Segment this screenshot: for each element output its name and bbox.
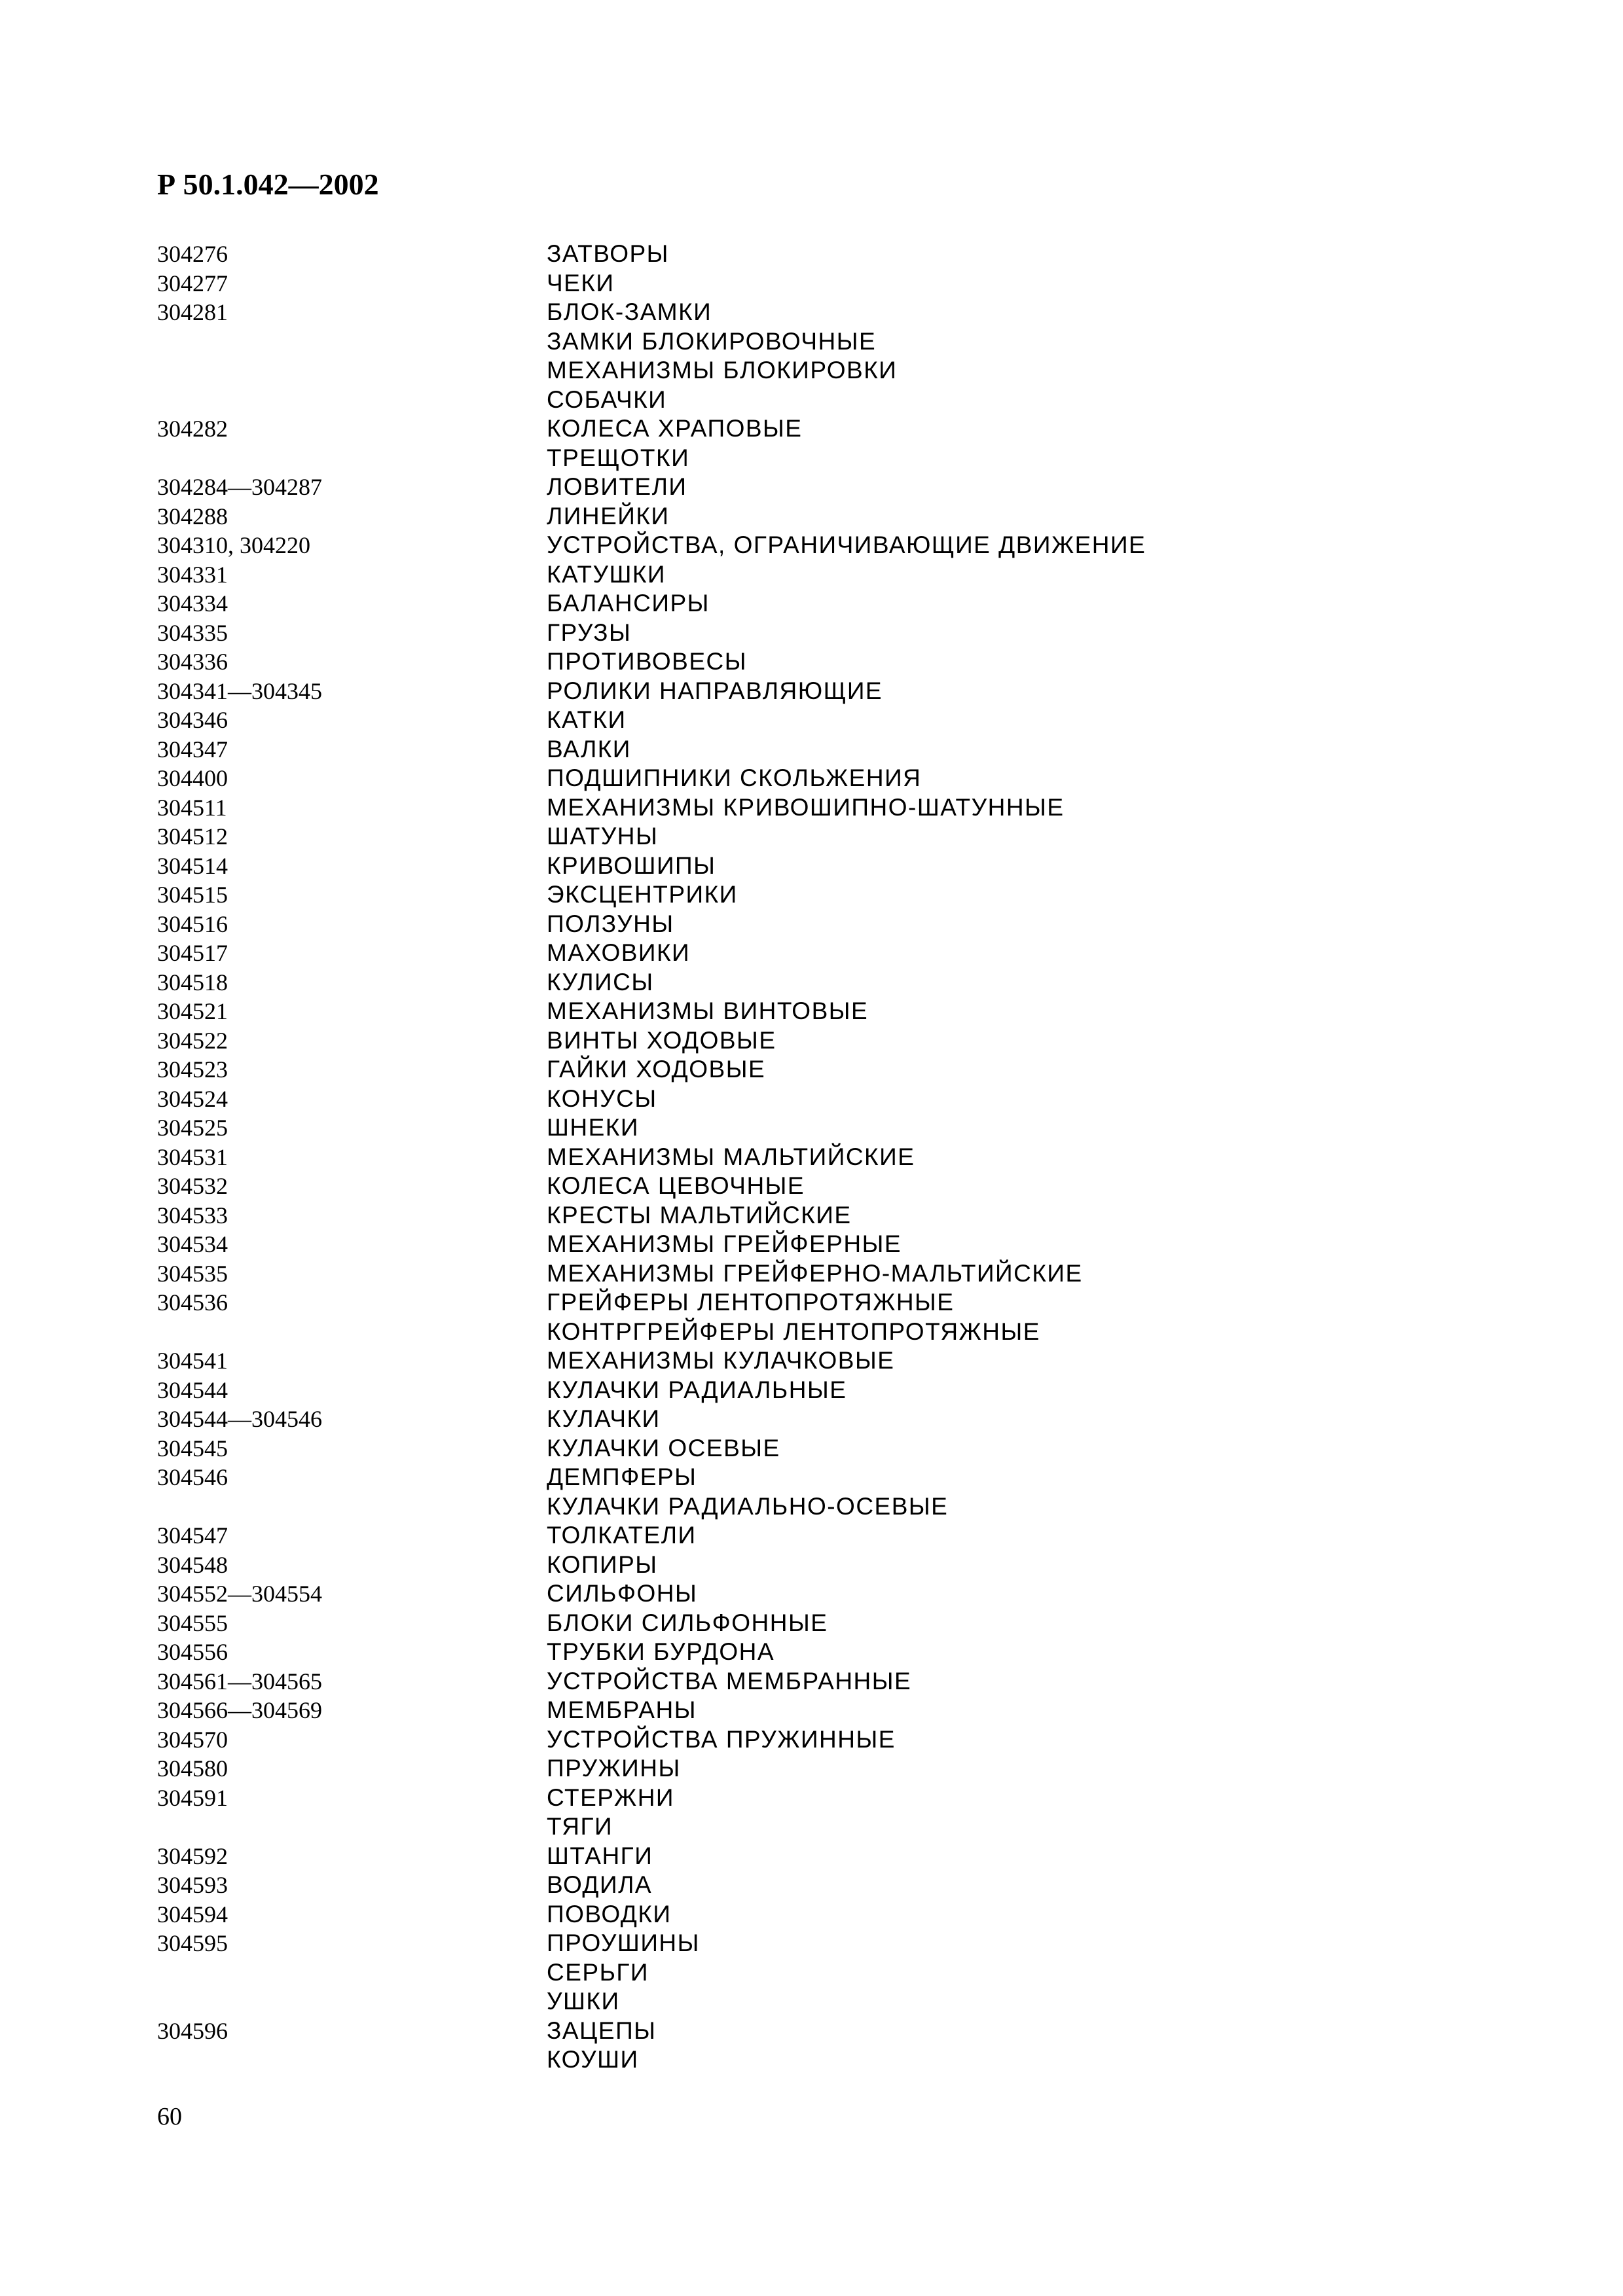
list-item xyxy=(157,1230,1467,1259)
list-item xyxy=(157,356,1467,386)
entry-term: КРИВОШИПЫ xyxy=(547,852,716,879)
entry-term: БЛОКИ СИЛЬФОННЫЕ xyxy=(547,1609,828,1636)
entry-term: МЕХАНИЗМЫ БЛОКИРОВКИ xyxy=(547,357,898,384)
entry-code: 304310, 304220 xyxy=(157,532,310,559)
entry-code: 304282 xyxy=(157,416,228,442)
entry-code: 304525 xyxy=(157,1115,228,1141)
entry-code: 304515 xyxy=(157,882,228,908)
entry-code: 304534 xyxy=(157,1231,228,1258)
list-item xyxy=(157,619,1467,648)
entry-code: 304570 xyxy=(157,1726,228,1753)
list-item xyxy=(157,2045,1467,2075)
entry-term: ЗАТВОРЫ xyxy=(547,240,669,268)
list-item xyxy=(157,1463,1467,1492)
entry-term: ТРЕЩОТКИ xyxy=(547,444,690,471)
entry-code: 304336 xyxy=(157,649,228,675)
entry-code: 304592 xyxy=(157,1842,228,1869)
entry-term: ГАЙКИ ХОДОВЫЕ xyxy=(547,1056,766,1083)
entry-code: 304535 xyxy=(157,1260,228,1287)
entry-code: 304288 xyxy=(157,503,228,529)
list-item xyxy=(157,1085,1467,1114)
entry-term: МЕХАНИЗМЫ ГРЕЙФЕРНО-МАЛЬТИЙСКИЕ xyxy=(547,1259,1083,1287)
list-item xyxy=(157,1055,1467,1085)
entry-term: СОБАЧКИ xyxy=(547,386,667,413)
entry-term: КРЕСТЫ МАЛЬТИЙСКИЕ xyxy=(547,1201,852,1229)
entry-code: 304277 xyxy=(157,270,228,296)
entry-code: 304532 xyxy=(157,1173,228,1200)
entry-term: МЕМБРАНЫ xyxy=(547,1696,697,1724)
entry-term: ПРОУШИНЫ xyxy=(547,1929,700,1957)
entry-term: КОЛЕСА ЦЕВОЧНЫЕ xyxy=(547,1172,805,1200)
list-item xyxy=(157,852,1467,881)
entry-code: 304521 xyxy=(157,998,228,1025)
list-item xyxy=(157,1871,1467,1900)
entry-code: 304518 xyxy=(157,969,228,996)
entry-code: 304400 xyxy=(157,765,228,792)
entry-term: ЭКСЦЕНТРИКИ xyxy=(547,881,738,908)
list-item xyxy=(157,1434,1467,1463)
entry-code: 304591 xyxy=(157,1784,228,1811)
entry-code: 304545 xyxy=(157,1435,228,1462)
list-item xyxy=(157,269,1467,298)
list-item xyxy=(157,1113,1467,1143)
entry-code: 304580 xyxy=(157,1755,228,1782)
list-item xyxy=(157,1754,1467,1784)
entry-term: МАХОВИКИ xyxy=(547,939,691,967)
entry-term: МЕХАНИЗМЫ ГРЕЙФЕРНЫЕ xyxy=(547,1230,902,1258)
list-item xyxy=(157,764,1467,793)
list-item xyxy=(157,997,1467,1026)
entry-code: 304331 xyxy=(157,561,228,588)
entry-term: УШКИ xyxy=(547,1988,620,2015)
entry-code: 304334 xyxy=(157,590,228,617)
entry-code: 304346 xyxy=(157,707,228,734)
entry-term: КАТКИ xyxy=(547,706,627,734)
list-item xyxy=(157,1376,1467,1405)
entry-code: 304544 xyxy=(157,1376,228,1403)
entry-code: 304594 xyxy=(157,1901,228,1928)
entry-term: ЗАЦЕПЫ xyxy=(547,2017,657,2044)
list-item xyxy=(157,939,1467,968)
entry-term: ПОДШИПНИКИ СКОЛЬЖЕНИЯ xyxy=(547,764,922,792)
entry-term: ПРОТИВОВЕСЫ xyxy=(547,648,747,675)
list-item xyxy=(157,1579,1467,1609)
list-item xyxy=(157,327,1467,357)
entry-term: КУЛАЧКИ РАДИАЛЬНО-ОСЕВЫЕ xyxy=(547,1492,949,1520)
list-item xyxy=(157,531,1467,560)
list-item xyxy=(157,1667,1467,1696)
entry-term: КОНТРГРЕЙФЕРЫ ЛЕНТОПРОТЯЖНЫЕ xyxy=(547,1318,1040,1345)
list-item xyxy=(157,560,1467,590)
list-item xyxy=(157,1725,1467,1755)
list-item xyxy=(157,1521,1467,1551)
list-item xyxy=(157,1318,1467,1347)
entry-code: 304596 xyxy=(157,2017,228,2044)
entry-term: СТЕРЖНИ xyxy=(547,1784,675,1811)
entry-code: 304593 xyxy=(157,1872,228,1899)
entry-code: 304566—304569 xyxy=(157,1697,322,1724)
entry-term: КОЛЕСА ХРАПОВЫЕ xyxy=(547,415,803,442)
entry-term: ВАЛКИ xyxy=(547,735,631,762)
entry-code: 304556 xyxy=(157,1639,228,1666)
list-item xyxy=(157,735,1467,764)
entry-code: 304514 xyxy=(157,852,228,879)
entry-term: ШТАНГИ xyxy=(547,1842,653,1869)
entry-term: УСТРОЙСТВА, ОГРАНИЧИВАЮЩИЕ ДВИЖЕНИЕ xyxy=(547,531,1146,559)
entry-code: 304512 xyxy=(157,823,228,850)
entry-code: 304595 xyxy=(157,1930,228,1957)
list-item xyxy=(157,502,1467,531)
list-item xyxy=(157,677,1467,706)
entry-term: МЕХАНИЗМЫ ВИНТОВЫЕ xyxy=(547,997,869,1025)
list-item xyxy=(157,1259,1467,1289)
classification-list xyxy=(157,240,1467,2075)
list-item xyxy=(157,1784,1467,1813)
entry-code: 304531 xyxy=(157,1143,228,1170)
entry-code: 304284—304287 xyxy=(157,474,322,501)
entry-term: КОНУСЫ xyxy=(547,1085,657,1112)
list-item xyxy=(157,444,1467,473)
entry-term: МЕХАНИЗМЫ КУЛАЧКОВЫЕ xyxy=(547,1347,895,1374)
entry-term: МЕХАНИЗМЫ МАЛЬТИЙСКИЕ xyxy=(547,1143,915,1170)
entry-code: 304347 xyxy=(157,736,228,762)
entry-code: 304281 xyxy=(157,299,228,326)
entry-term: ГРЕЙФЕРЫ ЛЕНТОПРОТЯЖНЫЕ xyxy=(547,1289,955,1316)
list-item xyxy=(157,706,1467,735)
entry-term: СЕРЬГИ xyxy=(547,1958,649,1986)
entry-code: 304533 xyxy=(157,1202,228,1229)
entry-code: 304523 xyxy=(157,1056,228,1083)
entry-term: КОПИРЫ xyxy=(547,1551,658,1578)
entry-code: 304522 xyxy=(157,1027,228,1054)
list-item xyxy=(157,1492,1467,1522)
list-item xyxy=(157,1900,1467,1929)
document-title: Р 50.1.042—2002 xyxy=(157,168,379,201)
entry-code: 304524 xyxy=(157,1085,228,1112)
entry-code: 304335 xyxy=(157,619,228,646)
list-item xyxy=(157,647,1467,677)
list-item xyxy=(157,1288,1467,1318)
list-item xyxy=(157,589,1467,619)
list-item xyxy=(157,1696,1467,1725)
list-item xyxy=(157,1812,1467,1842)
list-item xyxy=(157,414,1467,444)
entry-term: ПРУЖИНЫ xyxy=(547,1755,681,1782)
entry-code: 304555 xyxy=(157,1609,228,1636)
list-item xyxy=(157,793,1467,823)
entry-term: ЛОВИТЕЛИ xyxy=(547,473,687,501)
list-item xyxy=(157,1987,1467,2017)
list-item xyxy=(157,968,1467,997)
entry-code: 304341—304345 xyxy=(157,677,322,704)
entry-code: 304516 xyxy=(157,910,228,937)
entry-term: ЛИНЕЙКИ xyxy=(547,502,670,529)
list-item xyxy=(157,473,1467,502)
entry-code: 304552—304554 xyxy=(157,1581,322,1607)
list-item xyxy=(157,298,1467,327)
entry-term: КУЛАЧКИ РАДИАЛЬНЫЕ xyxy=(547,1376,847,1403)
entry-term: КУЛАЧКИ ОСЕВЫЕ xyxy=(547,1434,780,1462)
list-item xyxy=(157,1026,1467,1056)
entry-code: 304517 xyxy=(157,940,228,967)
entry-term: СИЛЬФОНЫ xyxy=(547,1580,698,1607)
entry-term: ТОЛКАТЕЛИ xyxy=(547,1522,697,1549)
entry-term: ШАТУНЫ xyxy=(547,823,659,850)
entry-code: 304541 xyxy=(157,1348,228,1374)
entry-term: ЗАМКИ БЛОКИРОВОЧНЫЕ xyxy=(547,327,877,355)
page-number: 60 xyxy=(157,2103,182,2130)
list-item xyxy=(157,1143,1467,1172)
entry-code: 304561—304565 xyxy=(157,1668,322,1695)
entry-code: 304548 xyxy=(157,1551,228,1578)
entry-term: БАЛАНСИРЫ xyxy=(547,590,710,617)
list-item xyxy=(157,2017,1467,2046)
entry-code: 304536 xyxy=(157,1289,228,1316)
entry-code: 304547 xyxy=(157,1522,228,1549)
entry-term: КАТУШКИ xyxy=(547,560,666,588)
entry-term: ТЯГИ xyxy=(547,1813,613,1840)
entry-term: КУЛАЧКИ xyxy=(547,1405,661,1433)
list-item xyxy=(157,1405,1467,1434)
entry-term: УСТРОЙСТВА ПРУЖИННЫЕ xyxy=(547,1725,896,1753)
list-item xyxy=(157,1929,1467,1958)
entry-term: КОУШИ xyxy=(547,2046,639,2073)
list-item xyxy=(157,1609,1467,1638)
entry-term: ПОЛЗУНЫ xyxy=(547,910,674,937)
list-item xyxy=(157,1551,1467,1580)
list-item xyxy=(157,880,1467,910)
entry-code: 304511 xyxy=(157,794,227,821)
list-item xyxy=(157,1201,1467,1230)
entry-term: КУЛИСЫ xyxy=(547,968,654,996)
entry-term: ТРУБКИ БУРДОНА xyxy=(547,1638,775,1666)
entry-code: 304276 xyxy=(157,241,228,268)
list-item xyxy=(157,1172,1467,1201)
entry-term: ЧЕКИ xyxy=(547,269,615,296)
list-item xyxy=(157,822,1467,852)
list-item xyxy=(157,1958,1467,1988)
list-item xyxy=(157,240,1467,269)
entry-term: УСТРОЙСТВА МЕМБРАННЫЕ xyxy=(547,1667,912,1695)
entry-term: ВИНТЫ ХОДОВЫЕ xyxy=(547,1026,776,1054)
entry-term: БЛОК-ЗАМКИ xyxy=(547,298,712,326)
entry-term: РОЛИКИ НАПРАВЛЯЮЩИЕ xyxy=(547,677,883,704)
entry-term: ДЕМПФЕРЫ xyxy=(547,1463,697,1491)
entry-term: ПОВОДКИ xyxy=(547,1900,672,1928)
list-item xyxy=(157,1842,1467,1871)
entry-code: 304546 xyxy=(157,1464,228,1491)
entry-term: ГРУЗЫ xyxy=(547,619,632,646)
list-item xyxy=(157,1638,1467,1667)
list-item xyxy=(157,1346,1467,1376)
entry-code: 304544—304546 xyxy=(157,1406,322,1433)
entry-term: ШНЕКИ xyxy=(547,1114,639,1141)
list-item xyxy=(157,910,1467,939)
entry-term: МЕХАНИЗМЫ КРИВОШИПНО-ШАТУННЫЕ xyxy=(547,793,1065,821)
entry-term: ВОДИЛА xyxy=(547,1871,653,1899)
list-item xyxy=(157,386,1467,415)
